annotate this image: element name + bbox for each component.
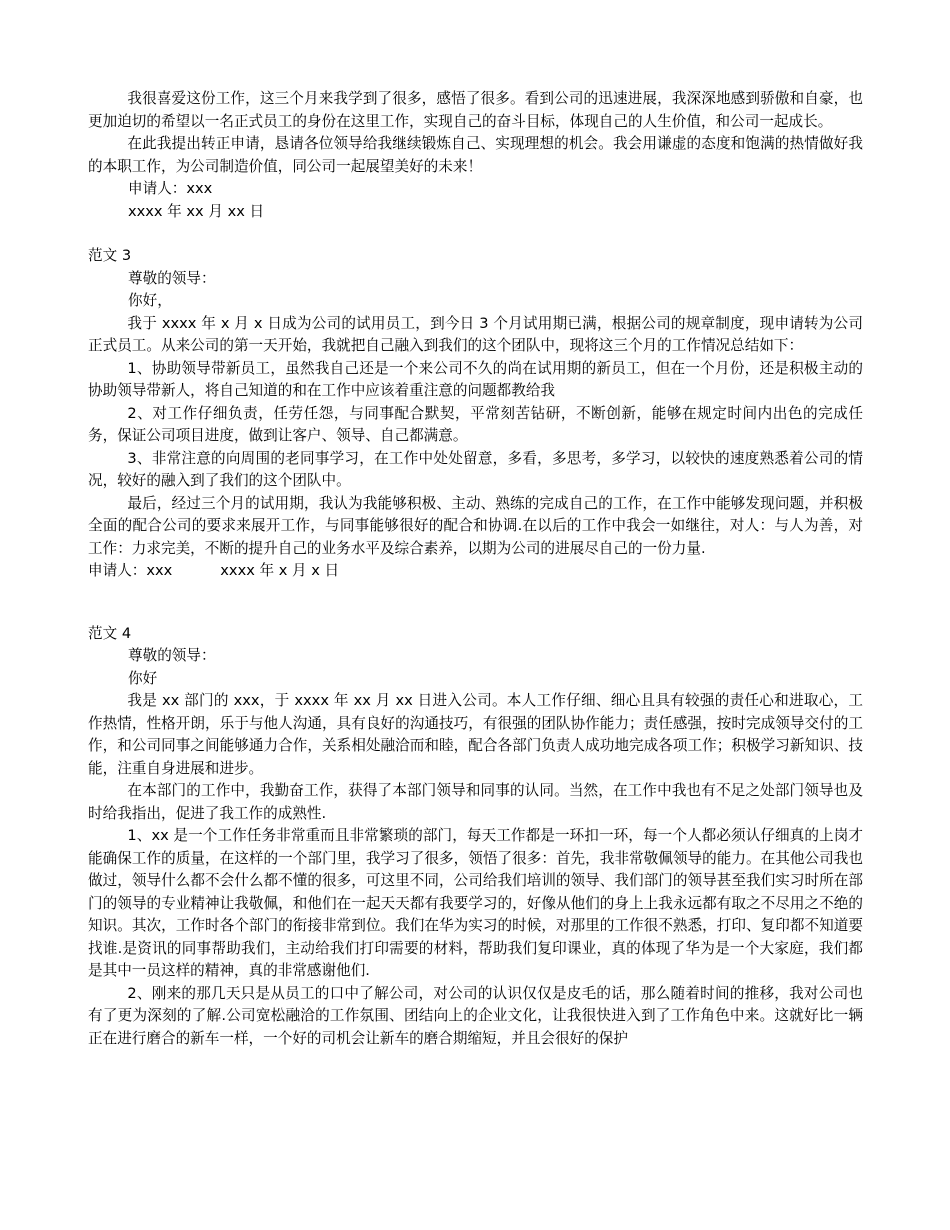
applicant-name: 申请人：xxx: [88, 562, 173, 579]
applicant-line: 申请人：xxx: [128, 180, 213, 197]
paragraph: 最后，经过三个月的试用期，我认为我能够积极、主动、熟练的完成自己的工作，在工作中能够发现问题，并积极全面的配合公司的要求来展开工作，与同事能够很好的配合和协调.在以后的工作中我会一如继往，对人：与人为善，对工作：力求完美，不断的提升自己的业务水平及综合素养，以期为公司的进展尽自己的一份力量.: [88, 494, 863, 557]
paragraph: 我是 xx 部门的 xxx，于 xxxx 年 xx 月 xx 日进入公司。本人工作仔细、细心且具有较强的责任心和进取心，工作热情，性格开朗，乐于与他人沟通，具有良好的沟通技巧，有很强的团队协作能力；责任感强，按时完成领导交付的工作，和公司同事之间能够通力合作，关系相处融洽而和睦，配合各部门负责人成功地完成各项工作；积极学习新知识、技能，注重自身进展和进步。: [88, 692, 863, 777]
date-line: xxxx 年 xx 月 xx 日: [128, 202, 265, 220]
paragraph: 2、刚来的那几天只是从员工的口中了解公司，对公司的认识仅仅是皮毛的话，那么随着时间的推移，我对公司也有了更为深刻的了解.公司宽松融洽的工作氛围、团结向上的企业文化，让我很快进入到了工作角色中来。这就好比一辆正在进行磨合的新车一样，一个好的司机会让新车的磨合期缩短，并且会很好的保护: [88, 984, 863, 1047]
paragraph: 在此我提出转正申请，恳请各位领导给我继续锻炼自己、实现理想的机会。我会用谦虚的态度和饱满的热情做好我的本职工作，为公司制造价值，同公司一起展望美好的未来！: [88, 135, 863, 175]
greeting: 你好: [128, 669, 158, 687]
salutation: 尊敬的领导：: [128, 647, 216, 664]
spacer: [88, 223, 863, 245]
paragraph: 2、对工作仔细负责，任劳任怨，与同事配合默契，平常刻苦钻研，不断创新，能够在规定时间内出色的完成任务，保证公司项目进度，做到让客户、领导、自己都满意。: [88, 404, 863, 444]
section-title: 范文 4: [88, 624, 132, 642]
paragraph: 我很喜爱这份工作，这三个月来我学到了很多，感悟了很多。看到公司的迅速进展，我深深地感到骄傲和自豪，也更加迫切的希望以一名正式员工的身份在这里工作，实现自己的奋斗目标，体现自己的人生价值，和公司一起成长。: [88, 90, 863, 130]
document-page: [88, 88, 863, 1050]
spacer: [88, 583, 863, 623]
section-title: 范文 3: [88, 247, 132, 264]
paragraph: 3、非常注意的向周围的老同事学习，在工作中处处留意，多看，多思考，多学习，以较快的速度熟悉着公司的情况，较好的融入到了我们的这个团队中。: [88, 449, 863, 489]
paragraph: 1、协助领导带新员工，虽然我自己还是一个来公司不久的尚在试用期的新员工，但在一个月份，还是积极主动的协助领导带新人，将自己知道的和在工作中应该着重注意的问题都教给我: [88, 359, 863, 399]
greeting: 你好，: [128, 292, 172, 309]
paragraph: 1、xx 是一个工作任务非常重而且非常繁琐的部门，每天工作都是一环扣一环，每一个人都必须认仔细真的上岗才能确保工作的质量，在这样的一个部门里，我学习了很多，领悟了很多：首先，我非常敬佩领导的能力。在其他公司我也做过，领导什么都不会什么都不懂的很多，可这里不同，公司给我们培训的领导、我们部门的领导甚至我们实习时所在部门的领导的专业精神让我敬佩，和他们在一起天天都有我要学习的，好像从他们的身上上我永远都有取之不尽用之不绝的知识。其次，工作时各个部门的衔接非常到位。我们在华为实习的时候，对那里的工作很不熟悉，打印、复印都不知道要找谁.是资讯的同事帮助我们，主动给我们打印需要的材料，帮助我们复印课业，真的体现了华为是一个大家庭，我们都是其中一员这样的精神，真的非常感谢他们.: [88, 827, 863, 979]
paragraph: 在本部门的工作中，我勤奋工作，获得了本部门领导和同事的认同。当然，在工作中我也有不足之处部门领导也及时给我指出，促进了我工作的成熟性.: [88, 782, 863, 822]
salutation: 尊敬的领导：: [128, 269, 216, 287]
paragraph: 我于 xxxx 年 x 月 x 日成为公司的试用员工，到今日 3 个月试用期已满，根据公司的规章制度，现申请转为公司正式员工。从来公司的第一天开始，我就把自己融入到我们的这个团队中，现将这三个月的工作情况总结如下：: [88, 314, 863, 354]
signature-line: [88, 560, 863, 583]
signature-date: xxxx 年 x 月 x 日: [220, 562, 340, 579]
